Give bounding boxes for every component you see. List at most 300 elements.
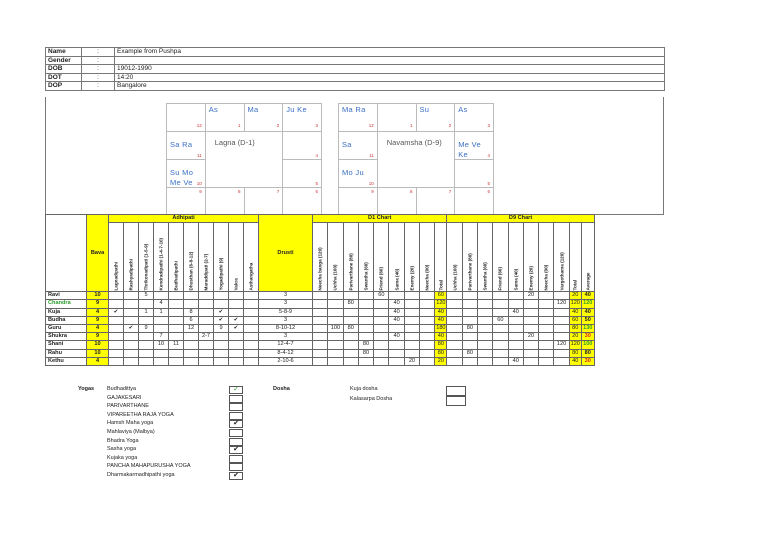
- d1-cell: 40: [389, 300, 404, 308]
- d1-cell: [328, 316, 343, 324]
- d1-total: 180: [436, 325, 446, 332]
- drusti-value: 8-10-12: [259, 324, 313, 332]
- d9-cell: 20: [523, 292, 538, 300]
- yoga-checkbox[interactable]: [229, 395, 243, 403]
- average-value: 40: [581, 292, 594, 300]
- yoga-name: Sasha yoga: [107, 446, 137, 453]
- d1-total: 80: [435, 341, 447, 349]
- d9-cell: [539, 324, 554, 332]
- house-number: 4: [315, 153, 318, 158]
- column-header-label: Total: [572, 280, 578, 291]
- planet-placement: Me Ve Ke: [458, 140, 482, 159]
- info-colon: :: [82, 65, 115, 74]
- chart-title: Navamsha (D-9): [386, 138, 442, 147]
- d9-cell: [447, 341, 462, 349]
- d9-cell: [477, 333, 492, 341]
- column-header-label: Dhusthan (6-8-12): [188, 251, 194, 291]
- d1-cell: [389, 349, 404, 357]
- drusti-value: 8-4-12: [259, 349, 313, 357]
- info-value: 19012-1990: [115, 65, 665, 74]
- d1-cell: [328, 357, 343, 365]
- adhipati-cell: [229, 349, 244, 357]
- adhipati-cell: 11: [169, 341, 184, 349]
- d9-cell: [462, 300, 477, 308]
- column-header: [154, 223, 169, 292]
- d9-cell: [493, 300, 508, 308]
- planet-name: Shukra: [46, 333, 87, 341]
- d1-cell: [313, 349, 328, 357]
- adhipati-cell: 12: [184, 324, 199, 332]
- info-label: DOT: [46, 73, 82, 82]
- house-number: 6: [487, 189, 490, 194]
- d1-total: 60: [435, 292, 447, 300]
- adhipati-cell: [154, 349, 169, 357]
- adhipati-cell: 8: [184, 308, 199, 316]
- yoga-checkbox[interactable]: ✔: [229, 446, 243, 454]
- d1-cell: 40: [389, 333, 404, 341]
- d9-cell: [477, 324, 492, 332]
- column-header: [124, 223, 139, 292]
- d1-cell: [404, 292, 419, 300]
- adhipati-cell: 6: [184, 316, 199, 324]
- planet-name: Rahu: [46, 349, 87, 357]
- bava-value: 9: [87, 300, 109, 308]
- adhipati-cell: ✔: [229, 316, 244, 324]
- house-number: 7: [276, 189, 280, 194]
- planet-row: [46, 349, 595, 357]
- column-header: [420, 223, 435, 292]
- adhipati-cell: [169, 333, 184, 341]
- yoga-checkbox[interactable]: ✔: [229, 472, 243, 480]
- d9-cell: [462, 357, 477, 365]
- yoga-checkbox[interactable]: [229, 455, 243, 463]
- d1-cell: [404, 349, 419, 357]
- d9-cell: [539, 341, 554, 349]
- adhipati-cell: 1: [154, 308, 169, 316]
- d1-cell: [420, 300, 435, 308]
- yoga-checkbox[interactable]: [229, 412, 243, 420]
- bava-value: 9: [87, 316, 109, 324]
- column-header: [462, 223, 477, 292]
- adhipati-cell: [169, 357, 184, 365]
- d1-cell: [389, 292, 404, 300]
- column-header: [199, 223, 214, 292]
- planet-placement: Su Mo Me Ve: [170, 168, 194, 187]
- adhipati-cell: [139, 341, 154, 349]
- dosha-checkbox[interactable]: [446, 396, 466, 406]
- column-header-label: Neecha (00): [543, 264, 549, 291]
- yoga-name: PANCHA MAHAPURUSHA YOGA: [107, 463, 191, 470]
- planet-row: [46, 300, 595, 308]
- d1-total: 40: [435, 308, 447, 316]
- column-header: [389, 223, 404, 292]
- bava-value: 10: [87, 349, 109, 357]
- d9-cell: [508, 300, 523, 308]
- column-header-label: Friend (60): [497, 267, 503, 291]
- adhipati-cell: ✔: [214, 308, 229, 316]
- adhipati-cell: [139, 316, 154, 324]
- drusti-value: 3: [259, 316, 313, 324]
- d9-cell: [462, 333, 477, 341]
- column-header: [539, 223, 554, 292]
- column-header-label: Kendradipathi (1-4-7-10): [158, 238, 164, 291]
- d9-cell: [508, 316, 523, 324]
- d9-cell: [477, 292, 492, 300]
- chart-house-cell: [166, 187, 206, 216]
- d9-cell: [508, 341, 523, 349]
- d1-cell: [343, 357, 358, 365]
- d1-group-header: D1 Chart: [313, 215, 447, 223]
- yoga-checkbox[interactable]: [229, 463, 243, 471]
- adhipati-cell: [214, 357, 229, 365]
- adhipati-cell: ✔: [229, 324, 244, 332]
- adhipati-cell: [229, 357, 244, 365]
- planet-row: [46, 333, 595, 341]
- d1-cell: [374, 357, 389, 365]
- adhipati-cell: [199, 341, 214, 349]
- d9-cell: [539, 316, 554, 324]
- d9-cell: [523, 316, 538, 324]
- yoga-name: PARIVARTHANE: [107, 403, 149, 410]
- chart-house-cell: [166, 103, 206, 132]
- d1-cell: [313, 341, 328, 349]
- info-row: [46, 82, 665, 91]
- chart-house-cell: [166, 131, 206, 160]
- d9-cell: [477, 316, 492, 324]
- d9-cell: [477, 300, 492, 308]
- planet-placement: Su: [419, 105, 430, 114]
- column-header-label: Asthangatha: [248, 262, 254, 291]
- d9-cell: [462, 316, 477, 324]
- d1-cell: [374, 341, 389, 349]
- d9-cell: [523, 324, 538, 332]
- chart-house-cell: [282, 131, 322, 160]
- column-header-label: Enemy (20): [528, 266, 534, 291]
- d9-cell: [447, 324, 462, 332]
- info-value: 14:20: [115, 73, 665, 82]
- d1-cell: [420, 324, 435, 332]
- yoga-name: VIPAREETHA RAJA YOGA: [107, 411, 174, 418]
- chart-title: Lagna (D-1): [214, 138, 255, 147]
- chart-house-cell: [338, 131, 378, 160]
- column-header-label: Budhadipathi: [173, 261, 179, 291]
- chart-house-cell: [244, 103, 284, 132]
- d9-total: 40: [569, 357, 581, 365]
- chart-house-cell: [166, 159, 206, 188]
- adhipati-cell: [229, 308, 244, 316]
- column-header-label: Thrikonadipati (1-5-9): [143, 243, 149, 291]
- chart-house-cell: [377, 187, 417, 216]
- adhipati-cell: [154, 357, 169, 365]
- column-header: [343, 223, 358, 292]
- adhipati-cell: [124, 357, 139, 365]
- d9-cell: [554, 349, 569, 357]
- d9-cell: [523, 308, 538, 316]
- adhipati-cell: [199, 357, 214, 365]
- info-label: DOP: [46, 82, 82, 91]
- d9-cell: [447, 316, 462, 324]
- d9-cell: [447, 292, 462, 300]
- d1-cell: [374, 316, 389, 324]
- d1-cell: [328, 300, 343, 308]
- d9-cell: [493, 341, 508, 349]
- house-number: 12: [368, 123, 374, 128]
- dosha-name: Kalasarpa Dosha: [350, 396, 393, 402]
- adhipati-cell: [229, 300, 244, 308]
- adhipati-cell: [124, 300, 139, 308]
- adhipati-cell: [154, 324, 169, 332]
- column-header-label: Swantha (60): [482, 262, 488, 291]
- d1-total: 120: [436, 300, 446, 307]
- blank-cell: [46, 215, 87, 292]
- info-row: [46, 65, 665, 74]
- d1-cell: [420, 333, 435, 341]
- d1-cell: [374, 333, 389, 341]
- d1-cell: [404, 324, 419, 332]
- yoga-checkbox[interactable]: ✓: [229, 386, 243, 394]
- info-colon: :: [82, 73, 115, 82]
- adhipati-cell: [184, 341, 199, 349]
- d9-cell: [462, 341, 477, 349]
- column-header: [477, 223, 492, 292]
- adhipati-cell: [109, 292, 124, 300]
- adhipati-cell: [169, 308, 184, 316]
- column-header-row: [46, 223, 595, 292]
- column-header: [404, 223, 419, 292]
- d9-total: 20: [569, 333, 581, 341]
- adhipati-cell: 9: [139, 324, 154, 332]
- house-number: 8: [409, 189, 413, 194]
- column-header: [435, 223, 447, 292]
- d1-cell: [389, 341, 404, 349]
- d1-cell: 40: [389, 316, 404, 324]
- planet-strength-table: [45, 214, 595, 366]
- house-number: 4: [487, 153, 490, 158]
- d9-cell: [554, 292, 569, 300]
- d1-cell: [358, 308, 373, 316]
- d9-cell: [523, 341, 538, 349]
- planet-name: Shani: [46, 341, 87, 349]
- d9-total: 20: [569, 292, 581, 300]
- adhipati-cell: [109, 324, 124, 332]
- adhipati-cell: [124, 316, 139, 324]
- chart-house-cell: [377, 103, 417, 132]
- column-header: [214, 223, 229, 292]
- adhipati-cell: 2-7: [199, 333, 214, 341]
- info-value: Bangalore: [115, 82, 665, 91]
- navamsha-chart: [338, 103, 493, 215]
- d1-total: 40: [435, 333, 447, 341]
- d1-cell: [420, 357, 435, 365]
- d9-cell: [554, 357, 569, 365]
- planet-placement: Sa: [342, 140, 352, 149]
- chart-house-cell: [454, 103, 494, 132]
- d9-cell: [539, 292, 554, 300]
- d9-cell: [554, 308, 569, 316]
- adhipati-cell: [244, 316, 259, 324]
- yoga-checkbox[interactable]: ✔: [229, 420, 243, 428]
- chart-house-cell: [338, 187, 378, 216]
- adhipati-cell: [124, 308, 139, 316]
- column-header-label: Uchha (100): [332, 264, 338, 291]
- column-header-label: Parivarthane (80): [348, 253, 354, 291]
- adhipati-cell: [229, 292, 244, 300]
- planet-name: Budha: [46, 316, 87, 324]
- bava-value: 4: [87, 324, 109, 332]
- adhipati-cell: [199, 300, 214, 308]
- d9-cell: [523, 357, 538, 365]
- d9-cell: [462, 308, 477, 316]
- d1-cell: [343, 308, 358, 316]
- d9-cell: [493, 308, 508, 316]
- bava-value: 10: [87, 292, 109, 300]
- average-value: 40: [581, 308, 594, 316]
- bava-value: 9: [87, 333, 109, 341]
- d1-cell: [328, 333, 343, 341]
- adhipati-cell: [199, 349, 214, 357]
- drusti-value: 3: [259, 333, 313, 341]
- d9-cell: [493, 292, 508, 300]
- planet-name: Kuja: [46, 308, 87, 316]
- lagna-chart: [166, 103, 321, 215]
- column-header-label: Uchha (100): [452, 264, 458, 291]
- adhipati-cell: [154, 292, 169, 300]
- column-header-label: Neecha banga (120): [317, 247, 323, 291]
- adhipati-cell: [214, 292, 229, 300]
- dosha-checkbox[interactable]: [446, 386, 466, 396]
- adhipati-cell: [229, 341, 244, 349]
- d9-cell: [477, 349, 492, 357]
- d1-cell: [404, 316, 419, 324]
- d1-cell: [404, 300, 419, 308]
- chart-house-cell: [454, 187, 494, 216]
- house-number: 1: [409, 123, 413, 128]
- adhipati-cell: [214, 341, 229, 349]
- d1-cell: [374, 324, 389, 332]
- average-value: 30: [581, 333, 594, 341]
- column-header: [109, 223, 124, 292]
- chart-house-cell: [454, 159, 494, 188]
- yoga-name: Mahlaviya (Malbya): [107, 429, 155, 435]
- yoga-name: Hamsh Maha yoga: [107, 420, 154, 427]
- d1-cell: [404, 308, 419, 316]
- d9-cell: [493, 324, 508, 332]
- bava-value: 4: [87, 308, 109, 316]
- d1-cell: 100: [328, 324, 343, 332]
- info-value: Example from Pushpa: [115, 48, 665, 57]
- adhipati-cell: [169, 316, 184, 324]
- info-row: [46, 73, 665, 82]
- column-header-label: Enemy (20): [409, 266, 415, 291]
- adhipati-cell: [244, 349, 259, 357]
- yoga-checkbox[interactable]: [229, 429, 243, 437]
- planet-placement: As: [458, 105, 468, 114]
- house-number: 2: [448, 123, 452, 128]
- d1-total: 20: [435, 357, 447, 365]
- column-header-label: Sama (40): [513, 268, 519, 291]
- planet-placement: Ma Ra: [342, 105, 366, 114]
- house-number: 6: [315, 189, 318, 194]
- yoga-name: Dharmakarmadhipathi yoga: [107, 472, 175, 478]
- planet-placement: Ju Ke: [286, 105, 307, 114]
- d9-total: 80: [569, 349, 581, 357]
- dosha-name: Kuja dosha: [350, 386, 378, 392]
- adhipati-cell: [244, 333, 259, 341]
- adhipati-cell: [169, 300, 184, 308]
- d1-cell: [358, 333, 373, 341]
- d9-cell: [508, 349, 523, 357]
- house-number: 9: [371, 189, 374, 194]
- adhipati-cell: [184, 333, 199, 341]
- d9-cell: 40: [508, 357, 523, 365]
- info-value: [115, 56, 665, 65]
- column-header: [569, 223, 581, 292]
- adhipati-cell: [244, 357, 259, 365]
- d1-cell: [313, 300, 328, 308]
- d9-cell: [539, 308, 554, 316]
- average-value: 100: [583, 341, 593, 348]
- info-row: [46, 48, 665, 57]
- planet-row: [46, 292, 595, 300]
- d1-cell: 60: [374, 292, 389, 300]
- info-label: Name: [46, 48, 82, 57]
- d1-cell: [358, 357, 373, 365]
- adhipati-cell: ✔: [214, 316, 229, 324]
- adhipati-cell: [184, 349, 199, 357]
- adhipati-cell: 10: [154, 341, 169, 349]
- planet-placement: Mo Ju: [342, 168, 364, 177]
- average-value: 30: [581, 357, 594, 365]
- d9-cell: [477, 357, 492, 365]
- column-header: [244, 223, 259, 292]
- d9-cell: [447, 308, 462, 316]
- info-colon: :: [82, 56, 115, 65]
- yoga-checkbox[interactable]: [229, 403, 243, 411]
- planet-placement: Ma: [247, 105, 259, 114]
- d9-cell: 80: [462, 324, 477, 332]
- average-value: 50: [581, 316, 594, 324]
- d1-cell: [313, 308, 328, 316]
- column-header: [374, 223, 389, 292]
- average-value: 130: [583, 325, 593, 332]
- d9-cell: [462, 292, 477, 300]
- drusti-value: 5-8-9: [259, 308, 313, 316]
- d9-cell: [539, 349, 554, 357]
- d9-total: 120: [570, 341, 580, 348]
- yoga-checkbox[interactable]: [229, 438, 243, 446]
- d9-cell: 120: [554, 300, 569, 308]
- adhipati-cell: [244, 292, 259, 300]
- d9-cell: [493, 349, 508, 357]
- d9-cell: [493, 357, 508, 365]
- chart-house-cell: [205, 187, 245, 216]
- adhipati-cell: [244, 324, 259, 332]
- d1-cell: [313, 292, 328, 300]
- d1-cell: [313, 324, 328, 332]
- adhipati-cell: [244, 300, 259, 308]
- house-number: 5: [487, 181, 490, 186]
- drusti-value: 3: [259, 300, 313, 308]
- house-number: 2: [276, 123, 280, 128]
- house-number: 9: [199, 189, 202, 194]
- d9-cell: [508, 292, 523, 300]
- d1-cell: [358, 324, 373, 332]
- d1-cell: [328, 341, 343, 349]
- d9-cell: [539, 357, 554, 365]
- d1-cell: [389, 324, 404, 332]
- group-header-row: [46, 215, 595, 223]
- adhipati-cell: [139, 300, 154, 308]
